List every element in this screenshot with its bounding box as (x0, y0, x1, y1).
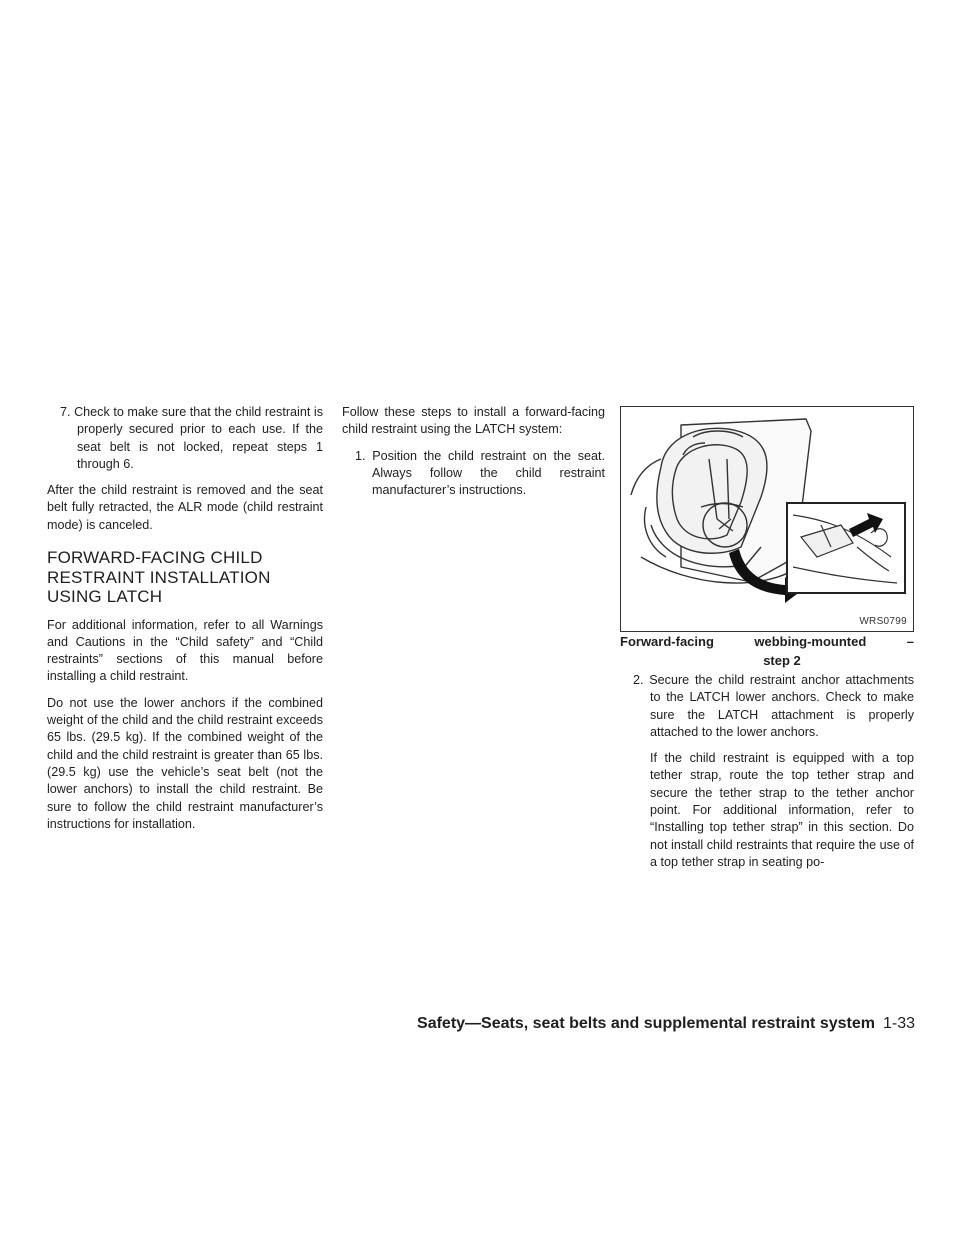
paragraph-anchors: Do not use the lower anchors if the combined weight of the child and the child restraint exceeds 65 lbs. (29.5 kg). If the combined weight of the child and the child restraint is greater than 65 lbs. (29.5 kg) use the vehicle’s seat belt (not the lower anchors) to install the child restraint. Be sure to follow the child restraint manufacturer’s instructions for installation. (47, 695, 323, 831)
illustration-child-seat (620, 406, 914, 632)
step-number: 7. (60, 405, 71, 419)
step-2 (620, 672, 914, 741)
figure-caption-line1: Forward-facing webbing-mounted – (620, 634, 914, 649)
step-2-note: If the child restraint is equipped with a top tether strap, route the top tether strap and secure the tether strap to the tether anchor point. For additional information, refer to “Installing top tether strap” in this section. Do not install child restraints that require the use of a top tether strap in seating po- (650, 751, 914, 869)
paragraph-intro: Follow these steps to install a forward-facing child restraint using the LATCH system: (342, 405, 605, 437)
step-number: 1. (355, 448, 366, 463)
column-left (47, 404, 323, 842)
step-1 (342, 448, 605, 500)
step-text: Position the child restraint on the seat. Always follow the child restraint manufacturer’s instructions. (372, 448, 605, 498)
page-footer (417, 1015, 915, 1033)
figure-code: WRS0799 (859, 615, 907, 627)
page-number: 1-33 (882, 1015, 915, 1032)
step-text: Secure the child restraint anchor attachments to the LATCH lower anchors. Check to make sure the LATCH attachment is properly attached to the lower anchors. (649, 673, 915, 739)
paragraph-info: For additional information, refer to all Warnings and Cautions in the “Child safety” and “Child restraints” sections of this manual before installing a child restraint. (47, 617, 323, 684)
step-7 (47, 404, 323, 473)
child-seat-drawing (621, 407, 913, 631)
footer-section-title: Safety—Seats, seat belts and supplemental restraint system (417, 1015, 875, 1032)
step-number: 2. (633, 673, 644, 687)
column-middle (342, 404, 605, 508)
paragraph-alr: After the child restraint is removed and the seat belt fully retracted, the ALR mode (child restraint mode) is canceled. (47, 483, 323, 532)
section-heading: FORWARD-FACING CHILD RESTRAINT INSTALLATION USING LATCH (47, 548, 271, 607)
figure-caption-line2: step 2 (763, 653, 801, 668)
column-right (620, 404, 914, 880)
step-text: Check to make sure that the child restraint is properly secured prior to each use. If the seat belt is not locked, repeat steps 1 through 6. (74, 405, 323, 471)
